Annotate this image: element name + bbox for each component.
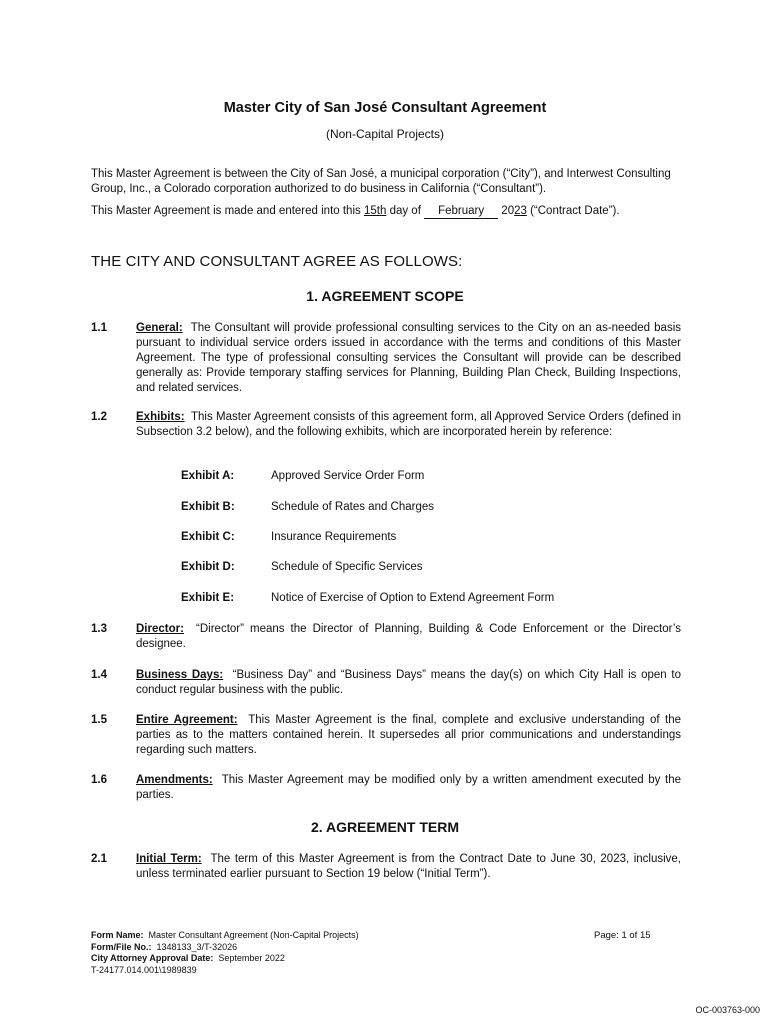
document-code: OC-003763-000 xyxy=(695,1005,760,1015)
section-1-3: 1.3 Director: “Director” means the Director of Planning, Building & Code Enforcement or the Director’s designee. xyxy=(91,623,681,650)
section-2-1: 2.1 Initial Term: The term of this Master Agreement is from the Contract Date to June 30, 2023, inclusive, unless terminated earlier pursuant to Section 19 below (“Initial Term”). xyxy=(91,853,681,880)
contract-year: 23 xyxy=(514,205,527,217)
footer-form-info: Form Name: Master Consultant Agreement (Non-Capital Projects) Form/File No.: 1348133_3/T-32026 City Attorney Approval Date: September 2022 T-24177.014.001\1989839 xyxy=(91,930,359,975)
section-1-6: 1.6 Amendments: This Master Agreement may be modified only by a written amendment executed by the parties. xyxy=(91,774,681,801)
agree-heading: THE CITY AND CONSULTANT AGREE AS FOLLOWS: xyxy=(91,253,463,270)
contract-day: 15th xyxy=(363,205,387,217)
exhibit-item: Exhibit C: Insurance Requirements xyxy=(181,531,397,543)
intro-paragraph: This Master Agreement is between the City of San José, a municipal corporation (“City”), and Interwest Consulting Group, Inc., a Colorado corporation authorized to do business in California (“Consultant”). xyxy=(91,168,671,195)
section-heading-agreement-term: 2. AGREEMENT TERM xyxy=(310,819,460,835)
exhibit-item: Exhibit A: Approved Service Order Form xyxy=(181,470,425,482)
page-number: Page: 1 of 15 xyxy=(594,930,651,941)
contract-month: February xyxy=(424,205,498,219)
section-heading-agreement-scope: 1. AGREEMENT SCOPE xyxy=(306,288,464,304)
section-1-1: 1.1 General: The Consultant will provide professional consulting services to the City on an as-needed basis pursuant to individual service orders issued in accordance with the terms and conditions of this Master Agreement. The type of professional consulting services the Consultant will provide can be described generally as: Provide temporary staffing services for Planning, Building Plan Check, Building Inspections, and related services. xyxy=(91,322,682,394)
exhibit-item: Exhibit D: Schedule of Specific Services xyxy=(181,561,423,573)
section-1-2: 1.2 Exhibits: This Master Agreement consists of this agreement form, all Approved Service Orders (defined in Subsection 3.2 below), and the following exhibits, which are incorporated herein by reference: xyxy=(91,411,681,438)
exhibit-item: Exhibit E: Notice of Exercise of Option to Extend Agreement Form xyxy=(181,592,555,604)
exhibit-item: Exhibit B: Schedule of Rates and Charges xyxy=(181,501,435,513)
contract-date-line: This Master Agreement is made and entered into this 15th day of February 2023 (“Contract Date”). xyxy=(91,205,620,217)
document-title: Master City of San José Consultant Agreement xyxy=(223,100,547,116)
section-1-5: 1.5 Entire Agreement: This Master Agreement is the final, complete and exclusive understanding of the parties as to the matters contained herein. It supersedes all prior communications and understandings regarding such matters. xyxy=(91,714,681,756)
section-1-4: 1.4 Business Days: “Business Day” and “Business Days” means the day(s) on which City Hall is open to conduct regular business with the public. xyxy=(91,669,681,696)
document-subtitle: (Non-Capital Projects) xyxy=(325,127,445,141)
